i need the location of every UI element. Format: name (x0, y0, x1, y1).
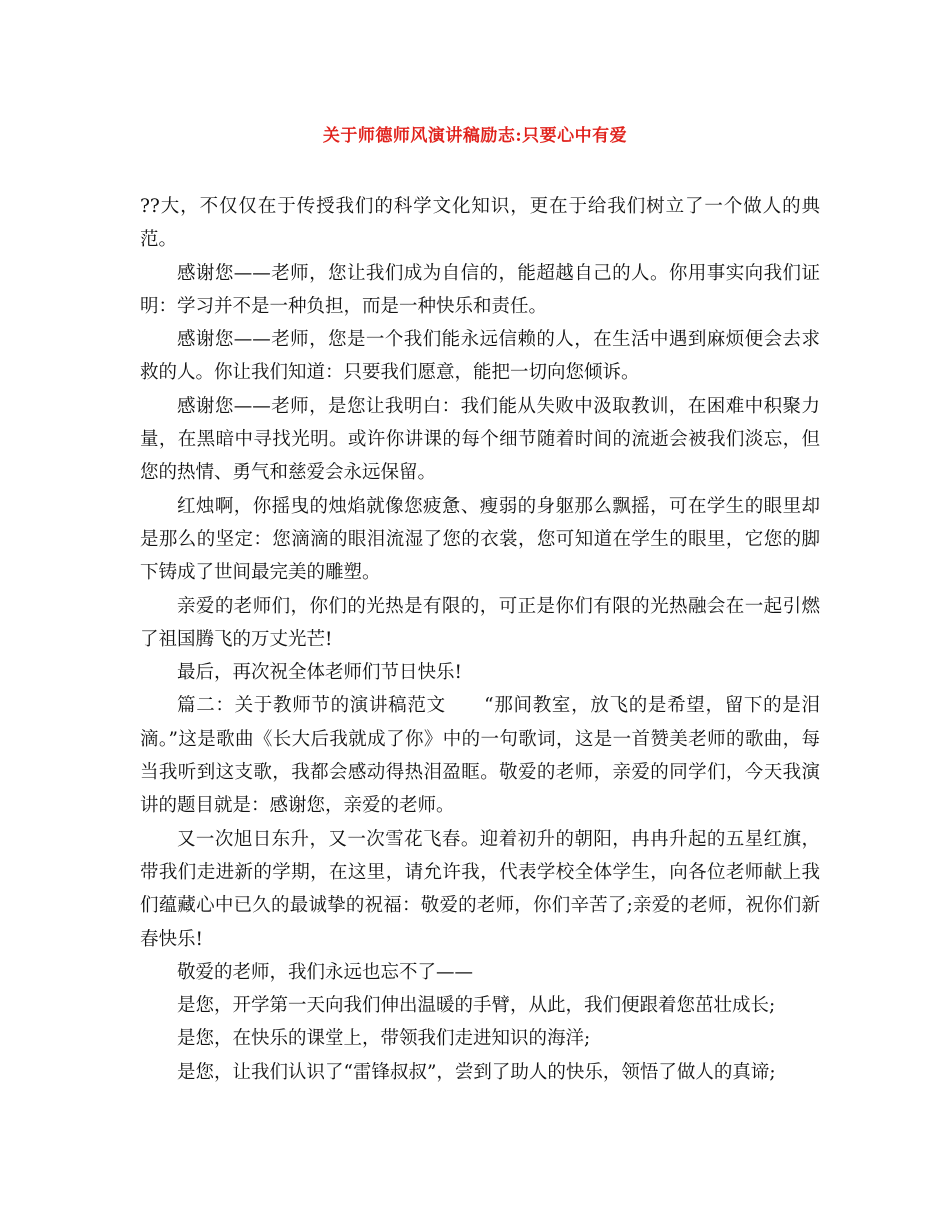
document-title: 关于师德师风演讲稿励志:只要心中有爱 (322, 126, 628, 146)
paragraph: ??大，不仅仅在于传授我们的科学文化知识，更在于给我们树立了一个做人的典范。 (140, 196, 820, 251)
document-body (140, 190, 820, 1089)
paragraph: 感谢您——老师，是您让我明白：我们能从失败中汲取教训，在困难中积聚力量，在黑暗中寻找光明。或许你讲课的每个细节随着时间的流逝会被我们淡忘，但您的热情、勇气和慈爱会永远保留。 (140, 395, 820, 484)
paragraph: 是您，让我们认识了“雷锋叔叔”，尝到了助人的快乐，领悟了做人的真谛; (177, 1061, 776, 1083)
paragraph: 最后，再次祝全体老师们节日快乐! (177, 662, 462, 684)
paragraph: 又一次旭日东升，又一次雪花飞春。迎着初升的朝阳，冉冉升起的五星红旗，带我们走进新的学期，在这里，请允许我，代表学校全体学生，向各位老师献上我们蕴藏心中已久的最诚挚的祝福：敬爱的老师，你们辛苦了;亲爱的老师，祝你们新春快乐! (140, 828, 820, 950)
paragraph: 是您，在快乐的课堂上，带领我们走进知识的海洋; (177, 1028, 591, 1050)
paragraph: 敬爱的老师，我们永远也忘不了—— (177, 961, 474, 983)
paragraph: 是您，开学第一天向我们伸出温暖的手臂，从此，我们便跟着您茁壮成长; (177, 995, 776, 1017)
paragraph: 篇二：关于教师节的演讲稿范文 “那间教室，放飞的是希望，留下的是泪滴。”这是歌曲《长大后我就成了你》中的一句歌词，这是一首赞美老师的歌曲，每当我听到这支歌，我都会感动得热泪盈眶。敬爱的老师，亲爱的同学们，今天我演讲的题目就是：感谢您，亲爱的老师。 (140, 695, 820, 817)
paragraph: 感谢您——老师，您是一个我们能永远信赖的人，在生活中遇到麻烦便会去求救的人。你让我们知道：只要我们愿意，能把一切向您倾诉。 (140, 329, 820, 384)
paragraph: 红烛啊，你摇曳的烛焰就像您疲惫、瘦弱的身躯那么飘摇，可在学生的眼里却是那么的坚定：您滴滴的眼泪流湿了您的衣裳，您可知道在学生的眼里，它您的脚下铸成了世间最完美的雕塑。 (140, 495, 820, 584)
paragraph: 亲爱的老师们，你们的光热是有限的，可正是你们有限的光热融会在一起引燃了祖国腾飞的万丈光芒! (140, 595, 820, 650)
paragraph: 感谢您——老师，您让我们成为自信的，能超越自己的人。你用事实向我们证明：学习并不是一种负担，而是一种快乐和责任。 (140, 262, 820, 317)
